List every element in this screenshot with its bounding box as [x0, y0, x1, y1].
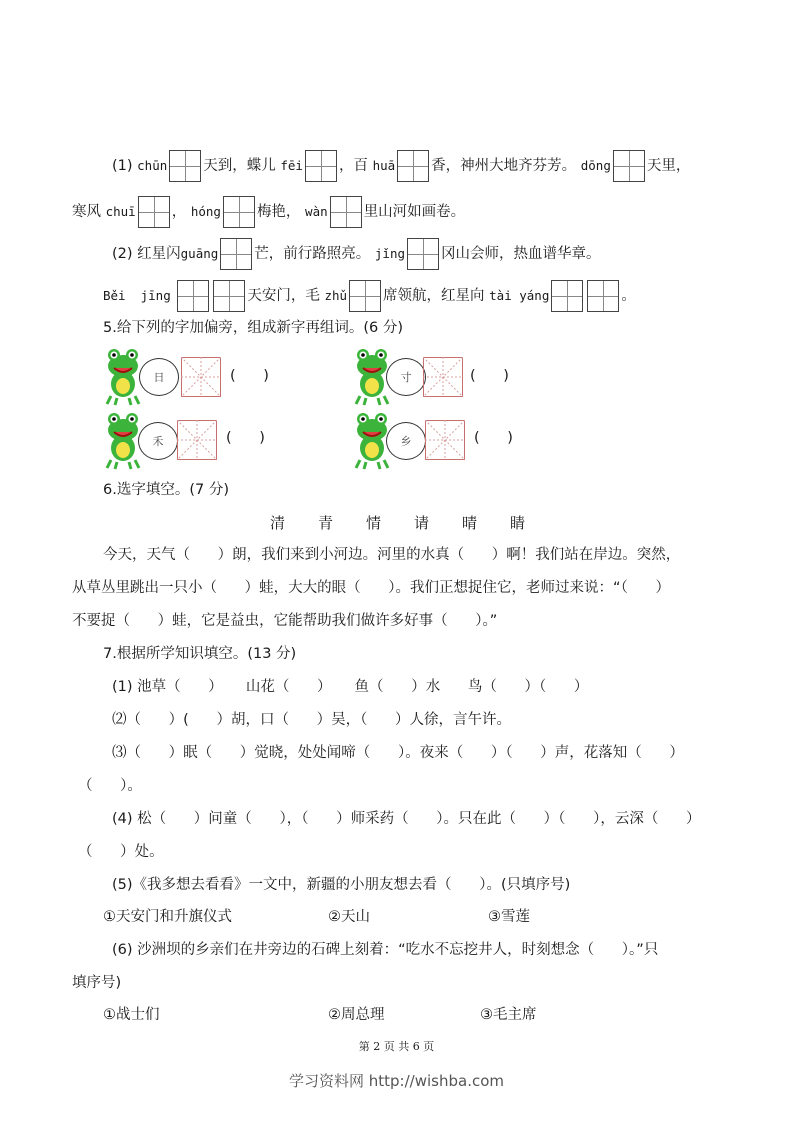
- q4-line-2: 寒风 chuī ， hóng 梅艳， wàn 里山河如画卷。: [72, 196, 465, 228]
- char-circle: 寸: [386, 358, 426, 396]
- q7-line: (6) 沙洲坝的乡亲们在井旁边的石碑上刻着：“吃水不忘挖井人，时刻想念（ ）。”只: [112, 942, 659, 958]
- choice-char: 睛: [510, 514, 526, 532]
- q7-option: ②天山: [328, 909, 370, 925]
- mizige-box[interactable]: [181, 357, 221, 397]
- q7-option: ③毛主席: [480, 1007, 537, 1023]
- frog-icon: [105, 346, 141, 406]
- q6-title: 6.选字填空。(7 分): [103, 482, 229, 498]
- char-circle: 日: [139, 358, 179, 396]
- mizige-box[interactable]: [423, 357, 463, 397]
- watermark: 学习资料网 http://wishba.com: [289, 1072, 504, 1090]
- q7-line: （ ）。: [78, 778, 142, 794]
- answer-paren[interactable]: ( ): [230, 368, 269, 384]
- mizige-box[interactable]: [425, 420, 465, 460]
- q7-option: ①战士们: [103, 1007, 160, 1023]
- q7-line: 填序号): [72, 975, 122, 991]
- choice-char: 青: [318, 514, 334, 532]
- page-number: 第 2 页 共 6 页: [358, 1040, 435, 1053]
- frog-icon: [354, 410, 390, 470]
- q6-text-line: 从草丛里跳出一只小（ ）蛙，大大的眼（ ）。我们正想捉住它，老师过来说：“（ ）: [72, 580, 670, 596]
- choice-char: 晴: [462, 514, 478, 532]
- tianzige-box[interactable]: [169, 150, 201, 182]
- tianzige-box[interactable]: [330, 196, 362, 228]
- q7-option: ①天安门和升旗仪式: [103, 909, 232, 925]
- q4-line-3: (2) 红星闪guāng 芒，前行路照亮。 jǐng 冈山会师，热血谱华章。: [112, 238, 601, 270]
- answer-paren[interactable]: ( ): [226, 430, 265, 446]
- choice-char: 请: [414, 514, 430, 532]
- frog-icon: [354, 346, 390, 406]
- tianzige-box[interactable]: [223, 196, 255, 228]
- q7-line: （ ）处。: [78, 844, 164, 860]
- choice-char: 清: [270, 514, 286, 532]
- tianzige-box[interactable]: [138, 196, 170, 228]
- mizige-box[interactable]: [177, 420, 217, 460]
- q6-text-line: 不要捉（ ）蛙，它是益虫，它能帮助我们做许多好事（ ）。”: [72, 613, 498, 629]
- tianzige-box[interactable]: [177, 280, 209, 312]
- q7-option: ③雪莲: [488, 909, 530, 925]
- tianzige-box[interactable]: [613, 150, 645, 182]
- answer-paren[interactable]: ( ): [474, 430, 513, 446]
- tianzige-box[interactable]: [305, 150, 337, 182]
- tianzige-box[interactable]: [407, 238, 439, 270]
- q7-title: 7.根据所学知识填空。(13 分): [103, 646, 297, 662]
- tianzige-box[interactable]: [213, 280, 245, 312]
- q6-text-line: 今天，天气（ ）朗，我们来到小河边。河里的水真（ ）啊！我们站在岸边。突然，: [103, 547, 681, 563]
- char-circle: 乡: [386, 422, 426, 460]
- q7-line: (5)《我多想去看看》一文中，新疆的小朋友想去看（ ）。(只填序号): [112, 877, 571, 893]
- tianzige-box[interactable]: [220, 238, 252, 270]
- q4-line-4: Běi jīng 天安门，毛 zhǔ 席领航，红星向 tài yáng 。: [103, 280, 636, 312]
- tianzige-box[interactable]: [551, 280, 583, 312]
- q7-line: (4) 松（ ）问童（ ），（ ）师采药（ ）。只在此（ ）（ ），云深（ ）: [112, 811, 701, 827]
- char-circle: 禾: [138, 422, 178, 460]
- q7-line: ⑵（ ）( ）胡，口（ ）吴，（ ）人徐，言午许。: [112, 712, 512, 728]
- answer-paren[interactable]: ( ): [470, 368, 509, 384]
- q7-option: ②周总理: [328, 1007, 385, 1023]
- q5-title: 5.给下列的字加偏旁，组成新字再组词。(6 分): [103, 320, 403, 336]
- q7-line: (1) 池草（ ） 山花（ ） 鱼（ ）水 鸟（ ）（ ）: [112, 679, 589, 695]
- q7-line: ⑶（ ）眠（ ）觉晓，处处闻啼（ ）。夜来（ ）（ ）声，花落知（ ）: [112, 745, 684, 761]
- frog-icon: [105, 410, 141, 470]
- tianzige-box[interactable]: [349, 280, 381, 312]
- tianzige-box[interactable]: [587, 280, 619, 312]
- choice-char: 情: [366, 514, 382, 532]
- tianzige-box[interactable]: [397, 150, 429, 182]
- q4-line-1: (1) chūn 天到，蝶儿 fēi ，百 huā 香，神州大地齐芬芳。 dōng 天里，: [112, 150, 690, 182]
